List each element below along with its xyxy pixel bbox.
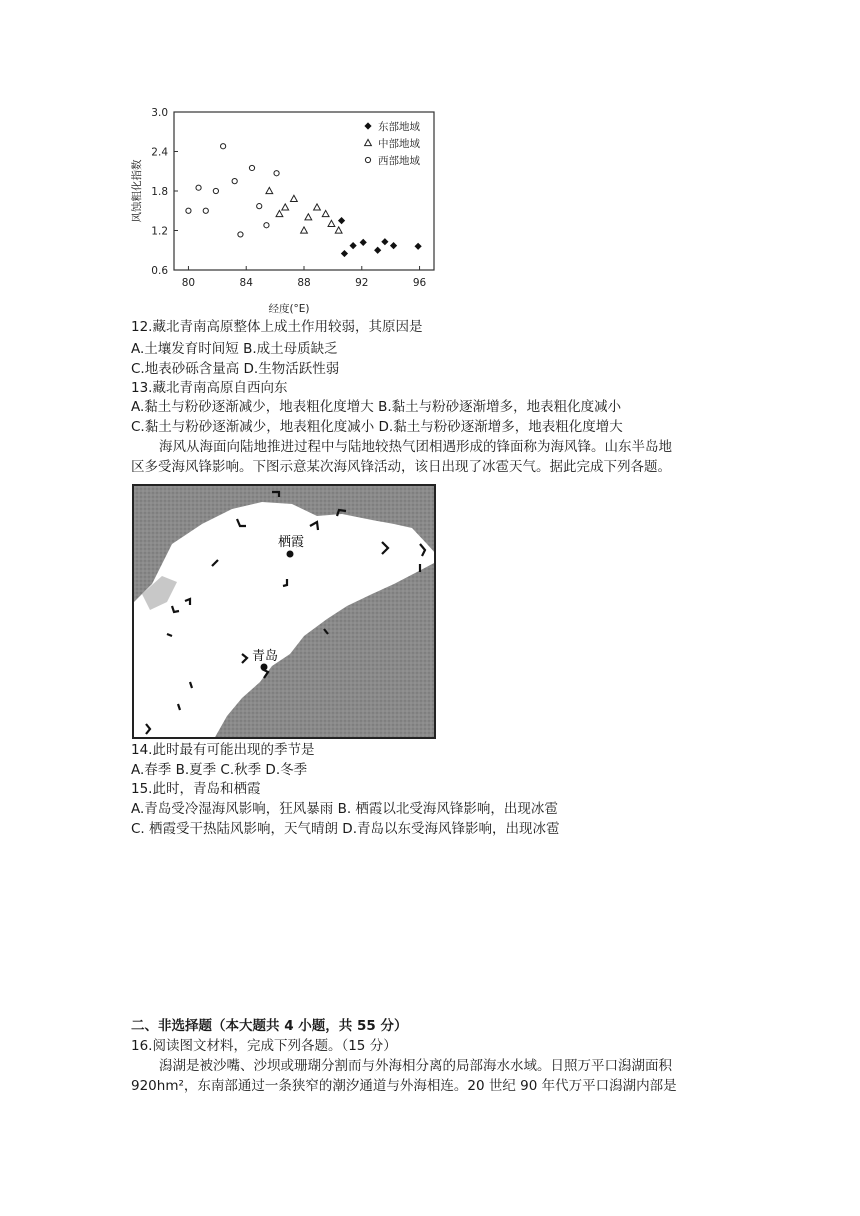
question-12-options-cd: C.地表砂砾含量高 D.生物活跃性弱	[131, 361, 340, 377]
intro-paragraph-line-2: 区多受海风锋影响。下图示意某次海风锋活动，该日出现了冰雹天气。据此完成下列各题。	[131, 459, 671, 475]
data-point-circle	[221, 144, 226, 149]
data-point-triangle	[276, 210, 283, 216]
legend-marker-circle	[365, 157, 370, 162]
data-point-triangle	[314, 204, 321, 210]
data-point-circle	[249, 165, 254, 170]
data-point-diamond	[390, 242, 397, 249]
data-point-circle	[196, 185, 201, 190]
question-13: 13.藏北青南高原自西向东	[131, 380, 288, 396]
data-point-diamond	[350, 242, 357, 249]
legend-marker-diamond	[364, 122, 371, 129]
chart-legend	[364, 120, 420, 167]
scatter-chart	[128, 100, 458, 322]
data-point-circle	[213, 188, 218, 193]
data-point-triangle	[290, 195, 297, 201]
data-point-triangle	[328, 220, 335, 226]
x-tick-label: 84	[239, 277, 253, 289]
qingdao-label: 青岛	[252, 649, 279, 664]
question-14-options: A.春季 B.夏季 C.秋季 D.冬季	[131, 762, 308, 778]
question-12: 12.藏北青南高原整体上成土作用较弱，其原因是	[131, 319, 423, 335]
data-point-circle	[203, 208, 208, 213]
question-12-options-ab: A.土壤发育时间短 B.成土母质缺乏	[131, 341, 338, 357]
legend-marker-triangle	[365, 139, 372, 145]
legend-label: 西部地域	[378, 155, 420, 167]
question-16: 16.阅读图文材料，完成下列各题。（15 分）	[131, 1038, 397, 1054]
x-tick-label: 80	[181, 277, 196, 289]
data-point-circle	[186, 208, 191, 213]
question-14: 14.此时最有可能出现的季节是	[131, 742, 315, 758]
x-tick-label: 96	[412, 277, 427, 289]
y-axis-label: 风蚀粗化指数	[131, 159, 143, 223]
data-point-diamond	[381, 238, 388, 245]
data-point-diamond	[415, 243, 422, 250]
y-tick-label: 2.4	[151, 146, 168, 159]
question-13-options-ab: A.黏土与粉砂逐渐减少，地表粗化度增大 B.黏土与粉砂逐渐增多，地表粗化度减小	[131, 399, 622, 415]
data-point-circle	[257, 204, 262, 209]
y-tick-label: 1.8	[151, 186, 168, 198]
qixia-label: 栖霞	[278, 535, 305, 550]
data-point-triangle	[335, 227, 342, 233]
lagoon-paragraph-line-1: 潟湖是被沙嘴、沙坝或珊瑚分割而与外海相分离的局部海水水域。日照万平口潟湖面积	[159, 1058, 672, 1074]
y-tick-label: 0.6	[151, 265, 168, 277]
data-point-triangle	[305, 214, 312, 220]
lagoon-paragraph-line-2: 920hm²，东南部通过一条狭窄的潮汐通道与外海相连。20 世纪 90 年代万平口潟湖内部是	[131, 1078, 677, 1094]
data-point-circle	[264, 223, 269, 228]
sea-breeze-front-map	[132, 484, 436, 739]
data-point-diamond	[374, 247, 381, 254]
data-point-triangle	[322, 210, 329, 216]
question-13-options-cd: C.黏土与粉砂逐渐减少，地表粗化度减小 D.黏土与粉砂逐渐增多，地表粗化度增大	[131, 419, 623, 435]
data-point-circle	[274, 171, 279, 176]
y-tick-label: 1.2	[151, 225, 168, 238]
legend-label: 东部地域	[378, 121, 420, 133]
qixia-point	[287, 551, 294, 558]
question-15-options-cd: C. 栖霞受干热陆风影响，天气晴朗 D.青岛以东受海风锋影响，出现冰雹	[131, 821, 560, 837]
intro-paragraph-line-1: 海风从海面向陆地推进过程中与陆地较热气团相遇形成的锋面称为海风锋。山东半岛地	[159, 439, 672, 455]
section-2-heading: 二、非选择题（本大题共 4 小题，共 55 分）	[131, 1018, 408, 1034]
legend-label: 中部地域	[378, 138, 420, 150]
data-point-circle	[232, 179, 237, 184]
data-point-circle	[238, 232, 243, 237]
qingdao-point	[261, 664, 268, 671]
data-point-diamond	[360, 239, 367, 246]
data-point-triangle	[301, 227, 308, 233]
y-tick-label: 3.0	[151, 107, 168, 119]
data-point-triangle	[282, 204, 289, 210]
x-tick-label: 88	[297, 277, 311, 289]
data-point-diamond	[338, 217, 345, 224]
x-tick-label: 92	[355, 277, 369, 289]
data-point-diamond	[341, 250, 348, 257]
question-15-options-ab: A.青岛受冷湿海风影响，狂风暴雨 B. 栖霞以北受海风锋影响，出现冰雹	[131, 801, 558, 817]
x-axis-label: 经度(°E)	[268, 303, 310, 315]
question-15: 15.此时，青岛和栖霞	[131, 781, 261, 797]
data-point-triangle	[266, 187, 273, 193]
